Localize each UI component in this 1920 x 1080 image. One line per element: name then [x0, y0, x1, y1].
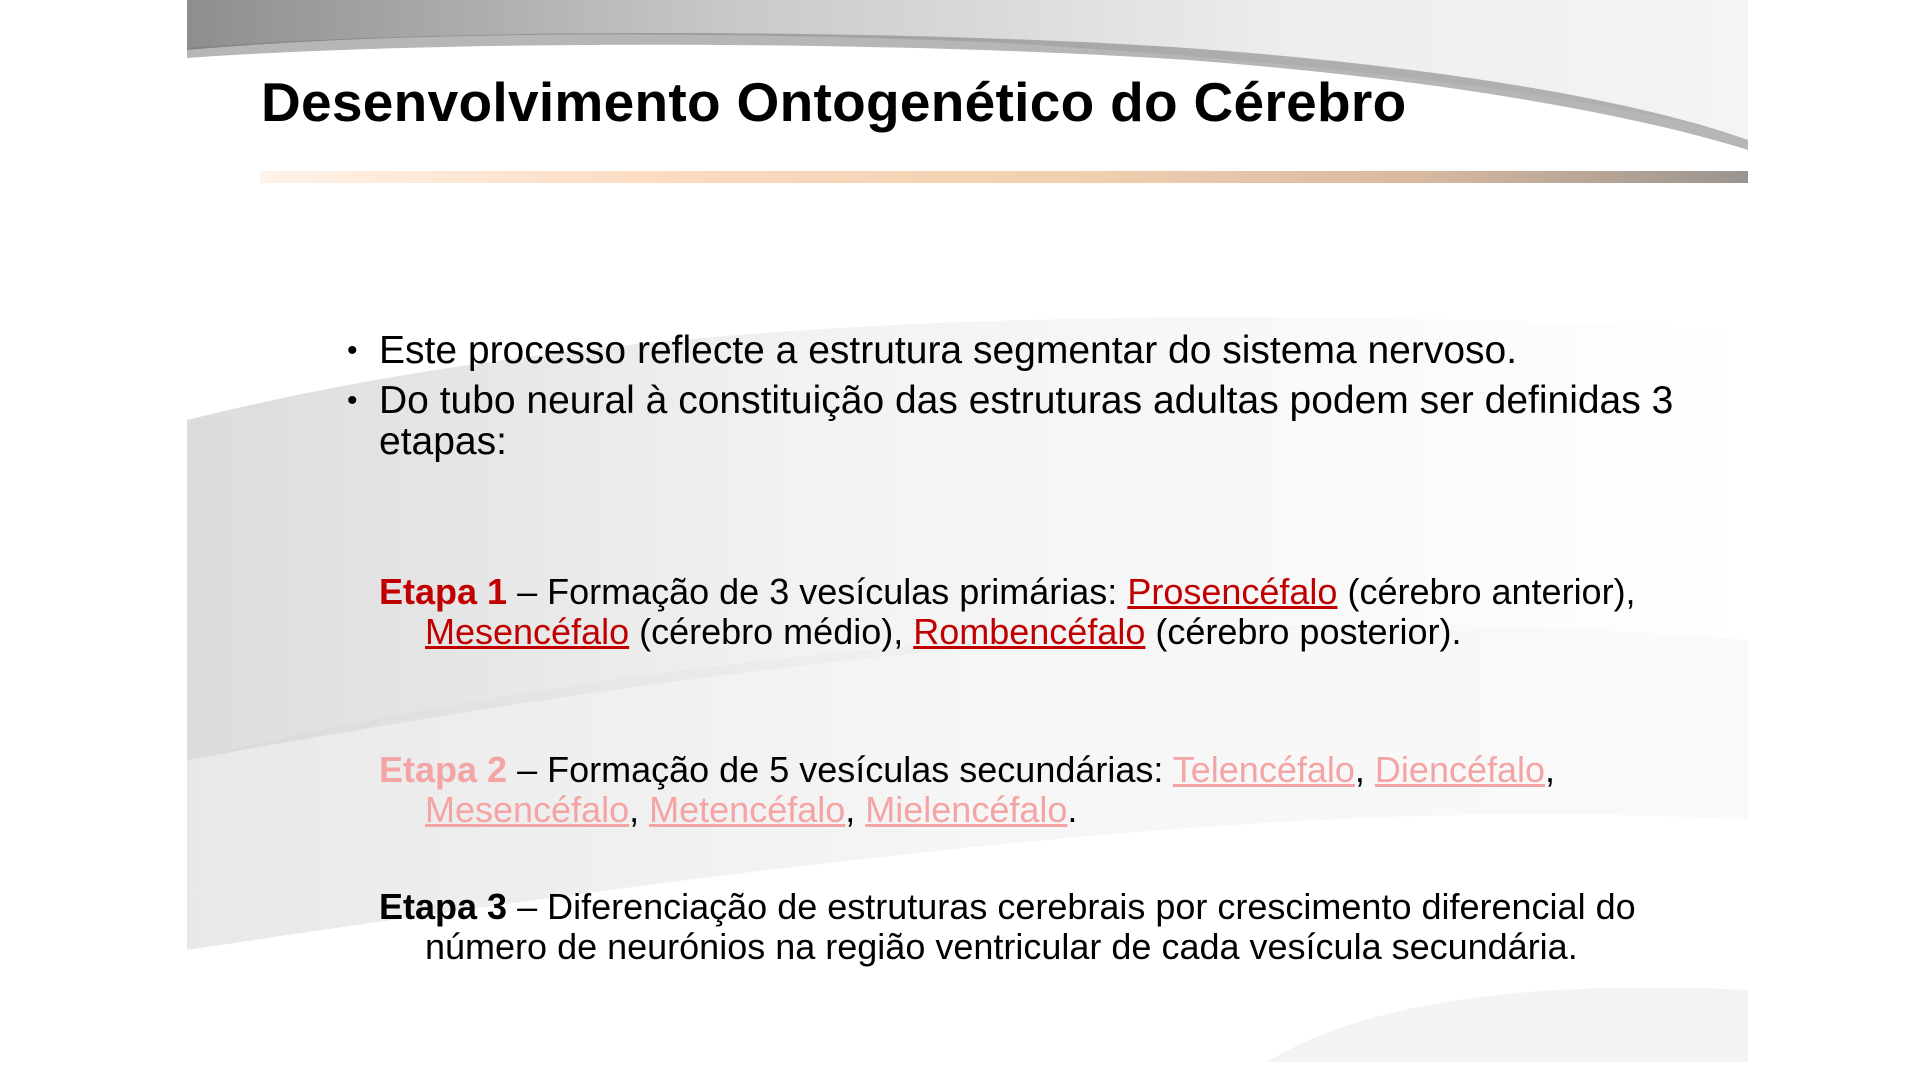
stage-3-paragraph — [379, 887, 1725, 967]
stage-3-text: Diferenciação de estruturas cerebrais por crescimento diferencial do número de neurónios na região ventricular de cada vesícula secundária. — [425, 886, 1636, 967]
bullet-item — [347, 330, 1687, 371]
stage-1-dash: – — [507, 571, 548, 612]
stage-2-paragraph — [379, 750, 1725, 830]
stage-1-paragraph — [379, 572, 1725, 652]
bullet-list — [347, 330, 1687, 471]
bullet-text: Do tubo neural à constituição das estruturas adultas podem ser definidas 3 etapas: — [379, 379, 1674, 463]
stage-2-separator: , — [1354, 749, 1375, 790]
bullet-text: Este processo reflecte a estrutura segmentar do sistema nervoso. — [379, 329, 1518, 372]
bullet-item — [347, 380, 1687, 462]
title-underline-bar — [260, 171, 1748, 183]
stage-2-ending: . — [1067, 789, 1078, 830]
stage-2-separator: , — [629, 789, 650, 830]
mesencefalo-link[interactable]: Mesencéfalo — [425, 611, 630, 652]
prosencefalo-link[interactable]: Prosencéfalo — [1127, 571, 1338, 612]
rombencefalo-link[interactable]: Rombencéfalo — [913, 611, 1146, 652]
stage-2-label: Etapa 2 — [379, 749, 508, 790]
stage-2-separator: , — [1545, 749, 1556, 790]
stage-1-note: (cérebro posterior). — [1145, 611, 1462, 652]
slide — [187, 0, 1748, 1062]
metencefalo-link[interactable]: Metencéfalo — [649, 789, 846, 830]
stage-3-label: Etapa 3 — [379, 886, 508, 927]
stage-2-dash: – — [507, 749, 548, 790]
stage-1-note: (cérebro médio), — [629, 611, 914, 652]
mesencefalo-secondary-link[interactable]: Mesencéfalo — [425, 789, 630, 830]
stage-3-dash: – — [507, 886, 548, 927]
stage-2-intro: Formação de 5 vesículas secundárias: — [547, 749, 1173, 790]
stage-1-note: (cérebro anterior), — [1337, 571, 1636, 612]
stage-1-label: Etapa 1 — [379, 571, 508, 612]
bullet-marker: • — [347, 384, 358, 417]
mielencefalo-link[interactable]: Mielencéfalo — [865, 789, 1068, 830]
diencefalo-link[interactable]: Diencéfalo — [1374, 749, 1546, 790]
stage-1-intro: Formação de 3 vesículas primárias: — [547, 571, 1128, 612]
stage-2-separator: , — [845, 789, 866, 830]
telencefalo-link[interactable]: Telencéfalo — [1172, 749, 1355, 790]
slide-title: Desenvolvimento Ontogenético do Cérebro — [261, 71, 1407, 133]
bullet-marker: • — [347, 334, 358, 367]
